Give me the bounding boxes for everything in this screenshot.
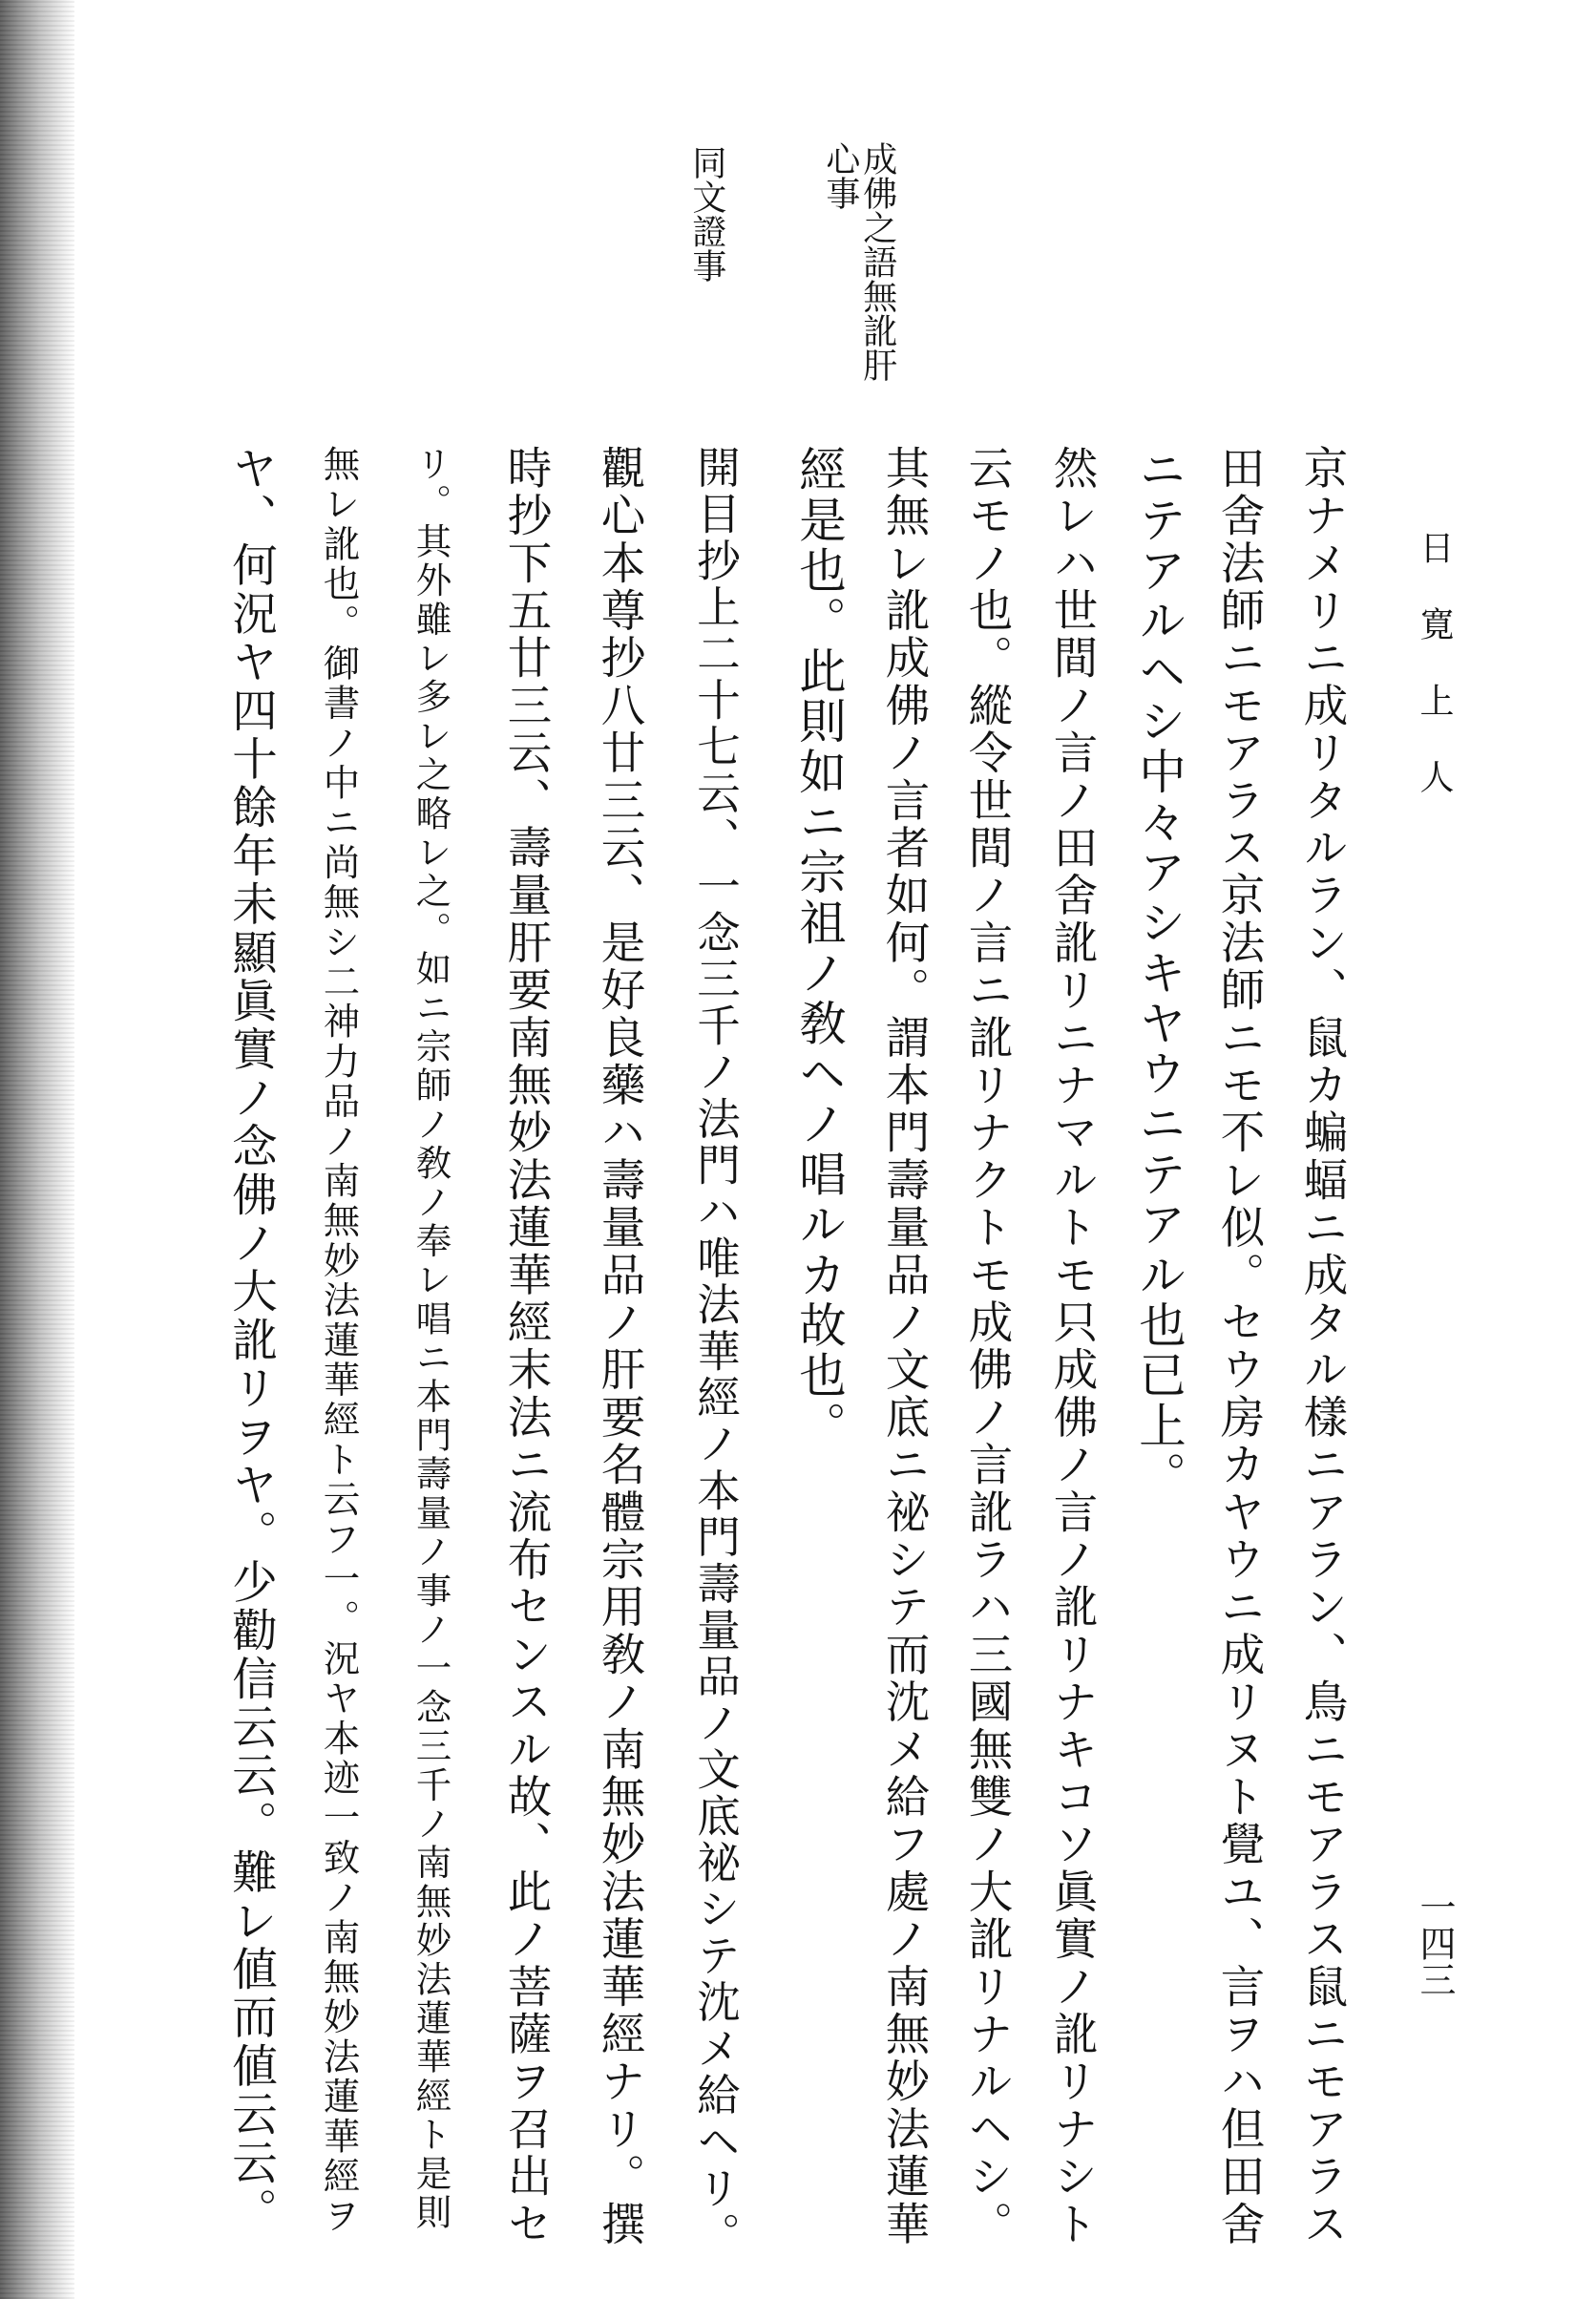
text-column: 觀心本尊抄八廿三云、是好良藥ハ壽量品ノ肝要名體宗用敎ノ南無妙法蓮華經ナリ。撰	[594, 445, 646, 2248]
text-column: 其無レ訛成佛ノ言者如何。謂本門壽量品ノ文底ニ祕シテ而沈メ給フ處ノ南無妙法蓮華	[878, 445, 931, 2248]
text-column: 無レ訛也。御書ノ中ニ尚無シ二神力品ノ南無妙法蓮華經ト云フ一。況ヤ本迹一致ノ南無妙法蓮華經ヲ	[317, 445, 361, 2237]
text-column: 云モノ也。縱令世間ノ言ニ訛リナクトモ成佛ノ言訛ラハ三國無雙ノ大訛リナルヘシ。	[961, 445, 1014, 2248]
text-column: 京ナメリニ成リタルラン、鼠カ蝙蝠ニ成タル樣ニアラン、鳥ニモアラス鼠ニモアラス	[1296, 445, 1349, 2248]
text-column: 開目抄上二十七云、一念三千ノ法門ハ唯法華經ノ本門壽量品ノ文底祕シテ沈メ給ヘリ。	[690, 445, 742, 2259]
text-column: ニテアルヘシ中々アシキヤウニテアル也已上。	[1131, 445, 1187, 1502]
text-column: リ。其外雖レ多レ之略レ之。如ニ宗師ノ敎ノ奉レ唱ニ本門壽量ノ事ノ一念三千ノ南無妙法蓮華經ト是則	[410, 445, 452, 2233]
text-column: 然レハ世間ノ言ノ田舍訛リニナマルトモ只成佛ノ言ノ訛リナキコソ眞實ノ訛リナシト	[1046, 445, 1099, 2248]
page-number: 一四三	[1414, 1888, 1456, 1997]
text-column: 田舍法師ニモアラス京法師ニモ不レ似。セウ房カヤウニ成リヌト覺ユ、言ヲハ但田舍	[1213, 445, 1266, 2248]
margin-heading: 成佛之語無訛肝 心事	[820, 141, 897, 382]
text-column: ヤ、何況ヤ四十餘年未顯眞實ノ念佛ノ大訛リヲヤ。少勸信云云。難レ値而値云云。	[223, 445, 277, 2236]
text-column: 時抄下五廿三云、壽量肝要南無妙法蓮華經末法ニ流布センスル故、此ノ菩薩ヲ召出セ	[500, 445, 553, 2248]
running-title: 日寛上人	[1415, 530, 1454, 835]
margin-heading: 同文證事	[686, 145, 726, 283]
text-column: 經是也。此則如ニ宗祖ノ敎ヘノ唱ルカ故也。	[791, 445, 848, 1451]
page-binding-shadow	[0, 0, 74, 2299]
